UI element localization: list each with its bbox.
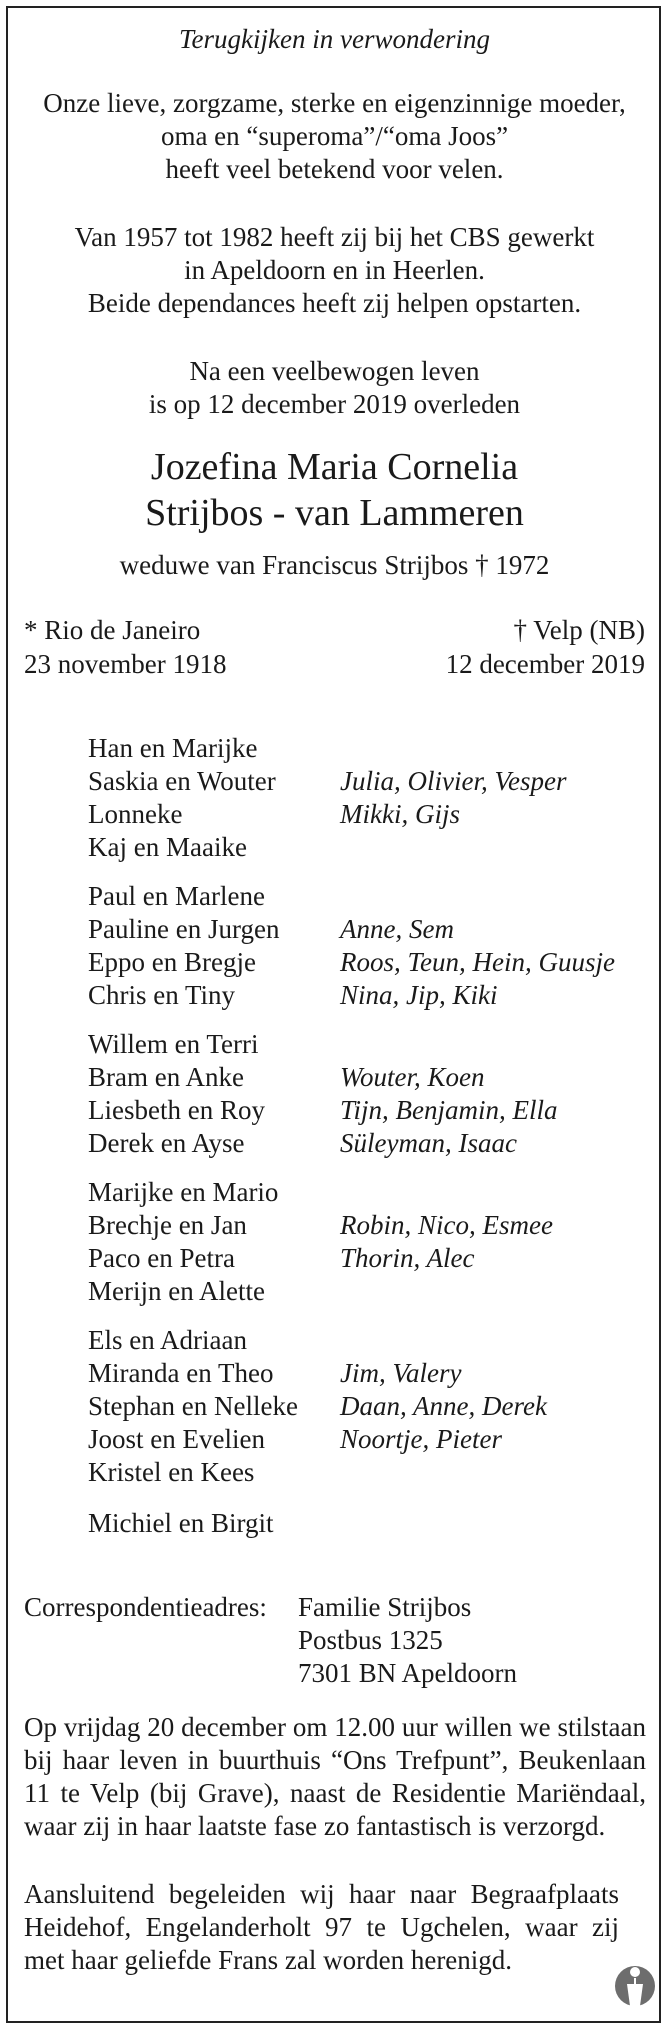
intro-line-2: oma en “superoma”/“oma Joos” <box>160 121 509 151</box>
correspondence-label: Correspondentieadres: <box>24 1592 267 1622</box>
widow-line: weduwe van Franciscus Strijbos † 1972 <box>119 550 550 580</box>
correspondence-line-2: Postbus 1325 <box>298 1625 443 1655</box>
grandchildren: Wouter, Koen <box>340 1062 485 1092</box>
grandchildren: Roos, Teun, Hein, Guusje <box>340 947 615 977</box>
intro-line-1: Onze lieve, zorgzame, sterke en eigenzinnige moeder, <box>43 88 626 118</box>
correspondence-line-3: 7301 BN Apeldoorn <box>298 1658 517 1688</box>
family-member: Willem en Terri <box>88 1029 259 1059</box>
grandchildren: Julia, Olivier, Vesper <box>340 766 567 796</box>
death-date: 12 december 2019 <box>445 649 645 679</box>
family-member: Merijn en Alette <box>88 1276 265 1306</box>
family-member: Marijke en Mario <box>88 1177 279 1207</box>
burial-paragraph: Aansluitend begeleiden wij haar naar Begraafplaats Heidehof, Engelanderholt 97 te Ugchelen, waar zij met haar geliefde Frans zal worden herenigd. <box>24 1879 619 1975</box>
family-member: Eppo en Bregje <box>88 947 256 977</box>
family-member: Paul en Marlene <box>88 881 265 911</box>
grandchildren: Süleyman, Isaac <box>340 1128 517 1158</box>
grandchildren: Tijn, Benjamin, Ella <box>340 1095 558 1125</box>
family-member: Chris en Tiny <box>88 980 236 1010</box>
correspondence-line-1: Familie Strijbos <box>298 1592 472 1622</box>
family-member: Pauline en Jurgen <box>88 914 280 944</box>
family-member: Joost en Evelien <box>88 1424 265 1454</box>
career-line-3: Beide dependances heeft zij helpen opstarten. <box>87 288 582 318</box>
grandchildren: Noortje, Pieter <box>340 1424 502 1454</box>
birth-place: * Rio de Janeiro <box>24 615 201 645</box>
family-member: Liesbeth en Roy <box>88 1095 265 1125</box>
family-member: Kaj en Maaike <box>88 832 247 862</box>
family-member: Brechje en Jan <box>88 1210 247 1240</box>
grandchildren: Robin, Nico, Esmee <box>340 1210 553 1240</box>
family-member: Michiel en Birgit <box>88 1508 274 1538</box>
family-member: Miranda en Theo <box>88 1358 274 1388</box>
family-member: Han en Marijke <box>88 733 258 763</box>
birth-date: 23 november 1918 <box>24 649 227 679</box>
motto: Terugkijken in verwondering <box>179 24 490 54</box>
career-line-1: Van 1957 tot 1982 heeft zij bij het CBS gewerkt <box>74 222 595 252</box>
intro-line-3: heeft veel betekend voor velen. <box>165 154 504 184</box>
grandchildren: Jim, Valery <box>340 1358 462 1388</box>
ceremony-paragraph: Op vrijdag 20 december om 12.00 uur willen we stilstaan bij haar leven in buurthuis “Ons Trefpunt”, Beukenlaan 11 te Velp (bij Grave), naast de Residentie Mariëndaal, waar zij in haar laatste fase zo fantastisch is verzorgd. <box>24 1712 646 1841</box>
deceased-name-line-2: Strijbos - van Lammeren <box>145 492 524 534</box>
family-member: Lonneke <box>88 799 183 829</box>
grandchildren: Thorin, Alec <box>340 1243 475 1273</box>
memorial-logo-icon <box>613 1960 657 2008</box>
family-member: Saskia en Wouter <box>88 766 276 796</box>
family-member: Paco en Petra <box>88 1243 235 1273</box>
grandchildren: Daan, Anne, Derek <box>340 1391 547 1421</box>
grandchildren: Anne, Sem <box>340 914 454 944</box>
death-place: † Velp (NB) <box>513 615 645 645</box>
passing-line-2: is op 12 december 2019 overleden <box>148 389 521 419</box>
family-member: Derek en Ayse <box>88 1128 245 1158</box>
grandchildren: Nina, Jip, Kiki <box>340 980 498 1010</box>
family-member: Stephan en Nelleke <box>88 1391 298 1421</box>
family-member: Bram en Anke <box>88 1062 244 1092</box>
family-member: Els en Adriaan <box>88 1325 247 1355</box>
grandchildren: Mikki, Gijs <box>340 799 460 829</box>
career-line-2: in Apeldoorn en in Heerlen. <box>184 255 485 285</box>
deceased-name-line-1: Jozefina Maria Cornelia <box>150 446 519 488</box>
family-member: Kristel en Kees <box>88 1457 255 1487</box>
passing-line-1: Na een veelbewogen leven <box>189 356 480 386</box>
